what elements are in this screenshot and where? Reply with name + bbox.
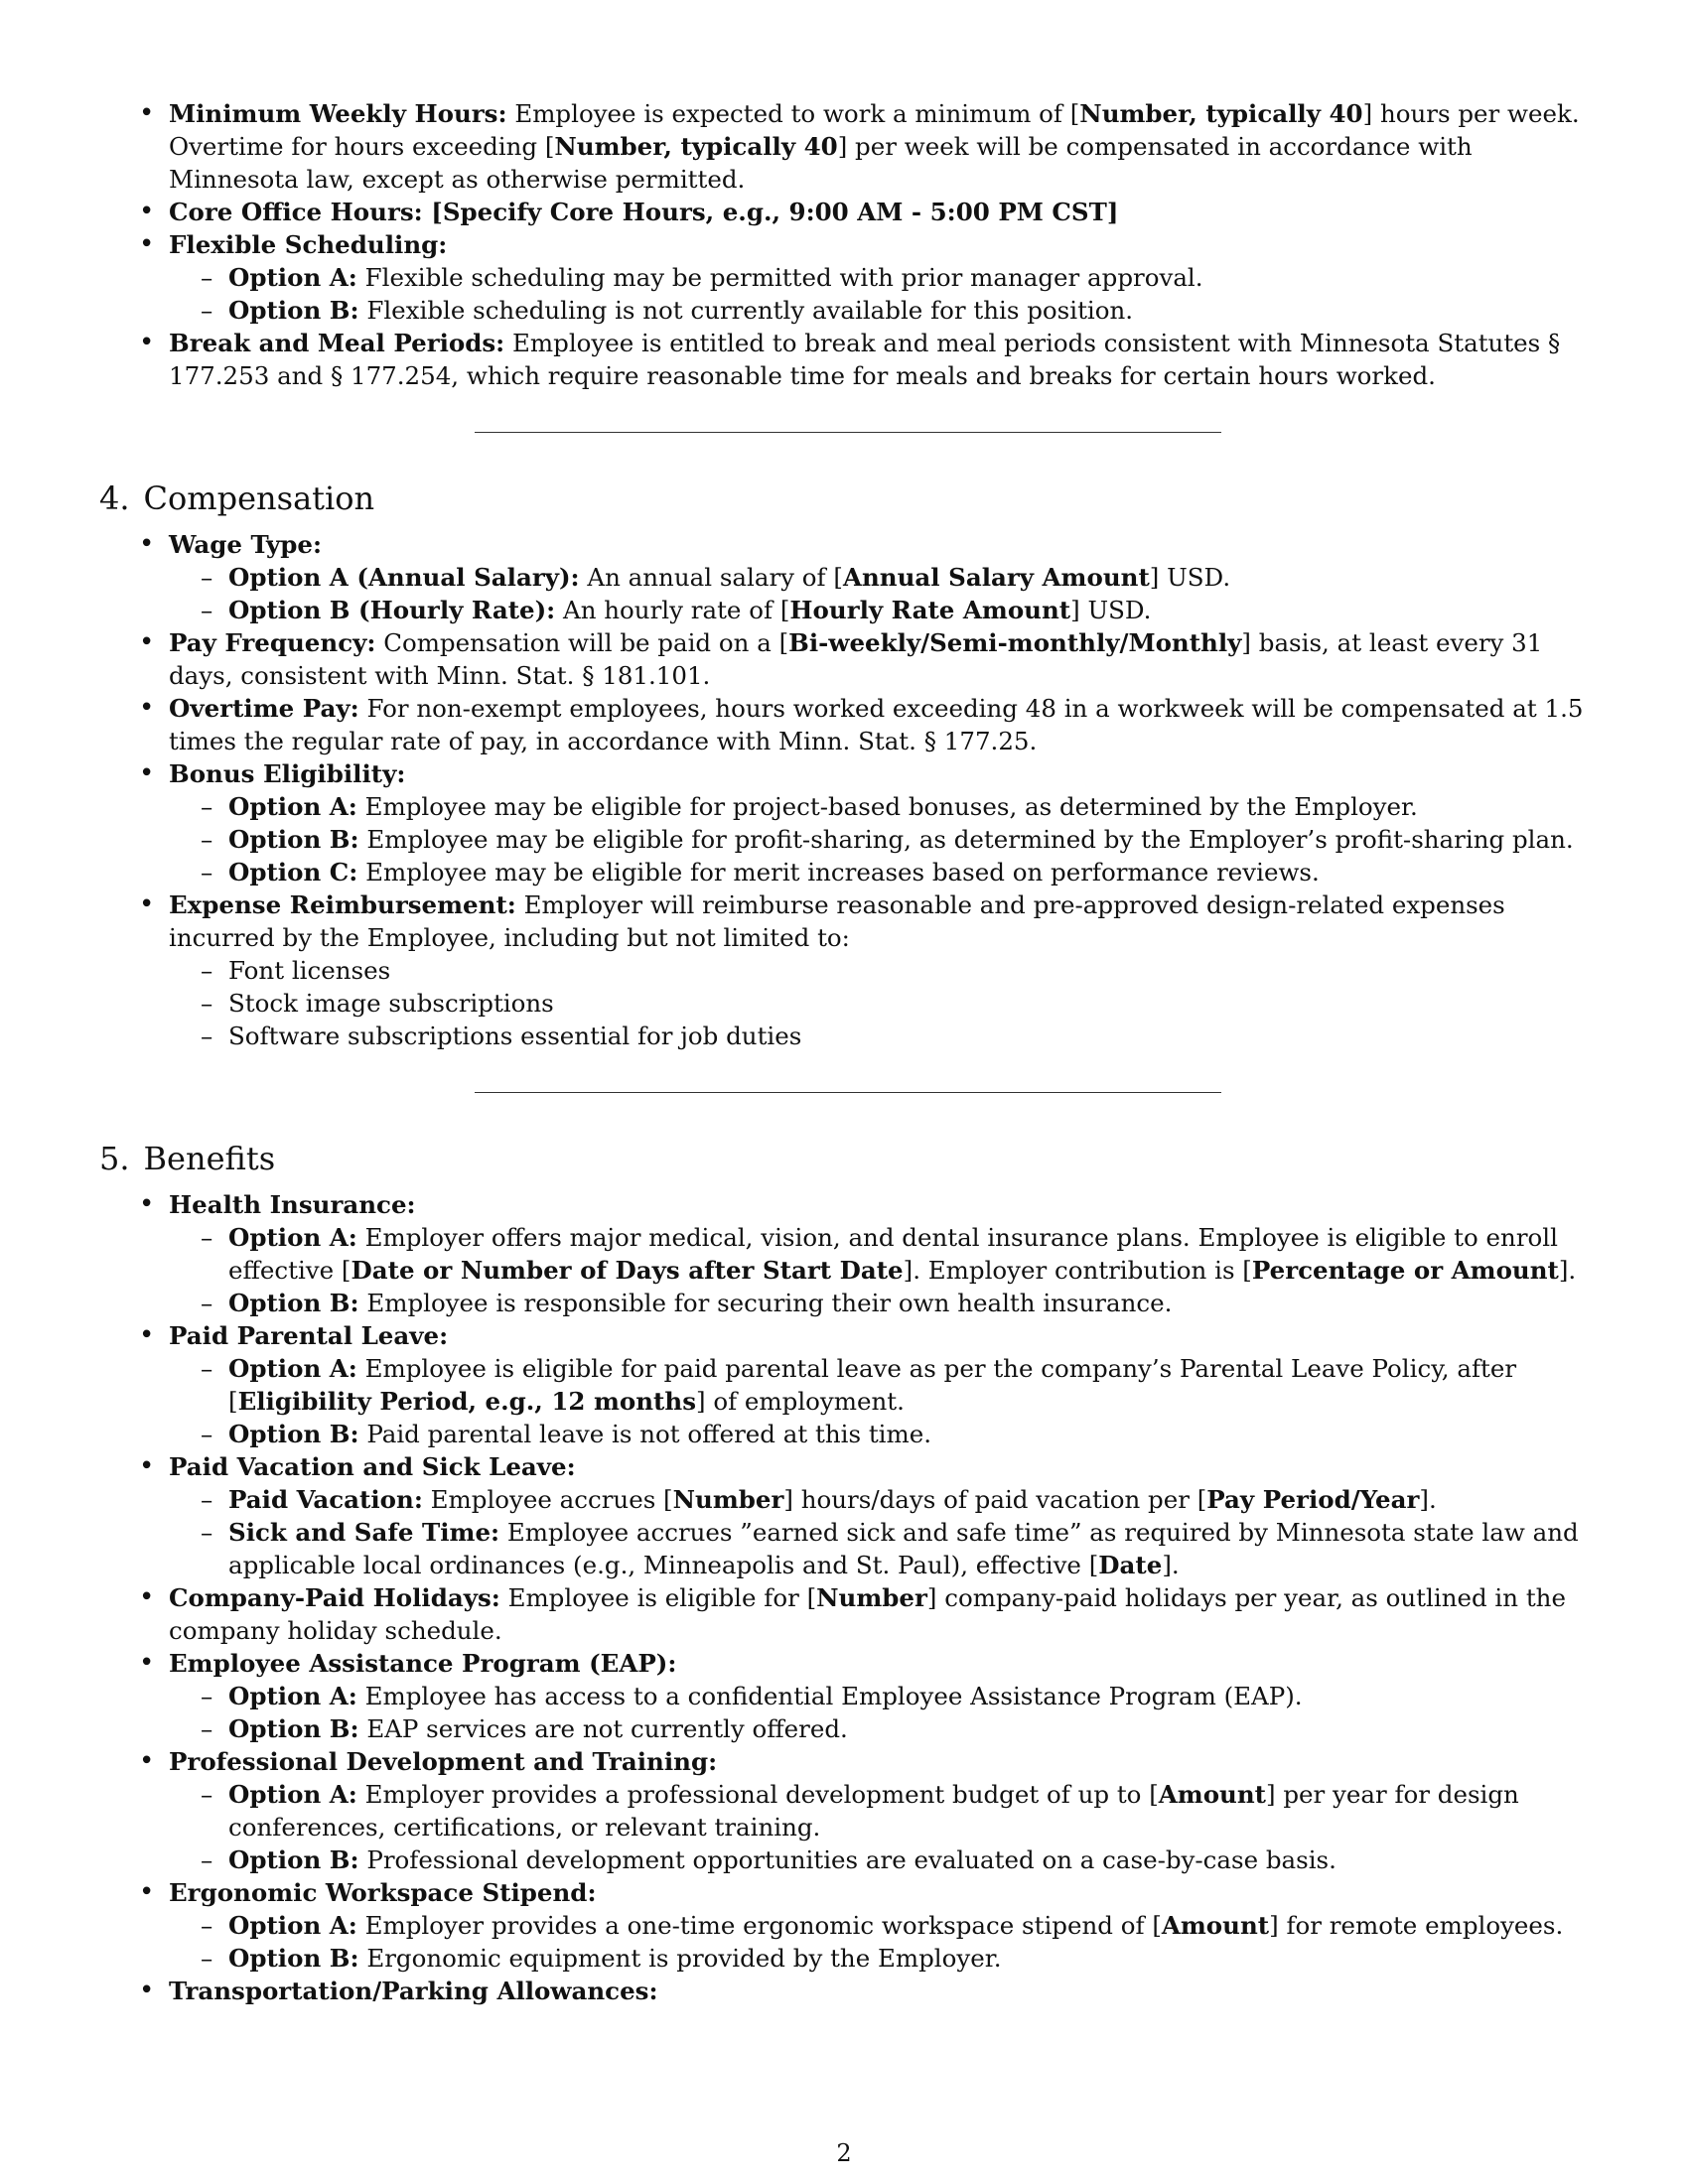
- placeholder-field: Hourly Rate Amount: [789, 596, 1071, 624]
- item-text: ] hours per week. Overtime for hours exceeding [: [169, 99, 1580, 161]
- schedule-list: [99, 97, 1589, 392]
- paid-vacation-sick-leave-item: [99, 1450, 1589, 1581]
- option-list: [169, 1909, 1589, 1975]
- option-text: ]. Employer contribution is [: [903, 1256, 1252, 1285]
- option-item: [169, 1418, 1589, 1450]
- bonus-eligibility-item: [99, 757, 1589, 888]
- option-text: ] per year for design conferences, certifications, or relevant training.: [228, 1780, 1519, 1842]
- option-text: Employee is responsible for securing their own health insurance.: [358, 1289, 1173, 1317]
- option-text: ].: [1558, 1256, 1577, 1285]
- item-label: Paid Parental Leave:: [169, 1321, 449, 1350]
- option-text: Paid parental leave is not offered at this time.: [358, 1420, 932, 1448]
- option-label: Sick and Safe Time:: [228, 1518, 500, 1547]
- option-label: Option B:: [228, 1944, 359, 1973]
- placeholder-field: Number, typically 40: [1079, 99, 1363, 128]
- break-meal-periods-item: [99, 327, 1589, 392]
- option-label: Option A:: [228, 1223, 357, 1252]
- option-label: Option A:: [228, 1354, 357, 1383]
- option-label: Option B:: [228, 1289, 359, 1317]
- core-office-hours-item: [99, 196, 1589, 228]
- item-label: Health Insurance:: [169, 1190, 416, 1219]
- option-label: Option B:: [228, 1845, 359, 1874]
- item-label: Company-Paid Holidays:: [169, 1583, 500, 1612]
- item-label: Wage Type:: [169, 530, 323, 559]
- section-heading-benefits: [99, 1139, 1589, 1178]
- paid-parental-leave-item: [99, 1319, 1589, 1450]
- option-text: An hourly rate of [: [555, 596, 790, 624]
- item-label: Core Office Hours:: [169, 198, 423, 226]
- placeholder-field: Date or Number of Days after Start Date: [351, 1256, 904, 1285]
- placeholder-field: Percentage or Amount: [1251, 1256, 1559, 1285]
- option-label: Option A:: [228, 792, 357, 821]
- item-label: Ergonomic Workspace Stipend:: [169, 1878, 597, 1907]
- item-text: Employee is expected to work a minimum of [: [506, 99, 1080, 128]
- item-label: Transportation/Parking Allowances:: [169, 1977, 658, 2005]
- option-text: Employee has access to a confidential Employee Assistance Program (EAP).: [356, 1682, 1303, 1710]
- option-label: Option A:: [228, 1911, 357, 1940]
- section-title: Compensation: [143, 479, 375, 517]
- section-number: 4.: [99, 479, 130, 517]
- option-text: Flexible scheduling is not currently available for this position.: [358, 296, 1134, 325]
- page-number: 2: [836, 2139, 852, 2167]
- option-text: ] of employment.: [695, 1387, 905, 1416]
- option-text: ].: [1419, 1485, 1437, 1514]
- option-list: [169, 261, 1589, 327]
- option-text: Employer provides a one-time ergonomic workspace stipend of [: [356, 1911, 1162, 1940]
- option-label: Option C:: [228, 858, 358, 887]
- option-item: [169, 1287, 1589, 1319]
- option-text: Employee accrues ”earned sick and safe time” as required by Minnesota state law and applicable local ordinances (e.g., Minneapolis and St. Paul), effective [: [228, 1518, 1579, 1579]
- expense-item: – Font licenses: [169, 954, 1589, 987]
- option-text: Employee is eligible for paid parental leave as per the company’s Parental Leave Policy, after [: [228, 1354, 1517, 1416]
- item-text: Employee is eligible for [: [499, 1583, 817, 1612]
- placeholder-field: Number: [816, 1583, 927, 1612]
- option-item: [169, 790, 1589, 823]
- option-list: [169, 790, 1589, 888]
- option-list: [169, 1483, 1589, 1581]
- option-text: Employee may be eligible for merit increases based on performance reviews.: [357, 858, 1320, 887]
- option-item: [169, 1680, 1589, 1712]
- placeholder-field: [Specify Core Hours, e.g., 9:00 AM - 5:00 PM CST]: [422, 198, 1119, 226]
- option-list: [169, 1680, 1589, 1745]
- option-label: Option B:: [228, 296, 359, 325]
- section-number: 5.: [99, 1140, 130, 1177]
- item-label: Flexible Scheduling:: [169, 230, 448, 259]
- item-label: Overtime Pay:: [169, 694, 359, 723]
- company-paid-holidays-item: [99, 1581, 1589, 1647]
- option-text: Employee accrues [: [422, 1485, 673, 1514]
- overtime-pay-item: [99, 692, 1589, 757]
- option-item: [169, 1909, 1589, 1942]
- option-text: Employer offers major medical, vision, and dental insurance plans. Employee is eligible to enroll effective [: [228, 1223, 1558, 1285]
- placeholder-field: Number, typically 40: [554, 132, 838, 161]
- item-label: Pay Frequency:: [169, 628, 376, 657]
- minimum-weekly-hours-item: [99, 97, 1589, 196]
- item-label: Paid Vacation and Sick Leave:: [169, 1452, 576, 1481]
- option-label: Option B:: [228, 1420, 359, 1448]
- item-text: For non-exempt employees, hours worked exceeding 48 in a workweek will be compensated at 1.5 times the regular rate of pay, in accordance with Minn. Stat. § 177.25.: [169, 694, 1584, 755]
- option-item: [169, 594, 1589, 626]
- placeholder-field: Number: [672, 1485, 784, 1514]
- option-label: Option A:: [228, 263, 357, 292]
- option-text: Employee may be eligible for project-based bonuses, as determined by the Employer.: [356, 792, 1418, 821]
- professional-development-item: [99, 1745, 1589, 1876]
- benefits-list: [99, 1188, 1589, 2007]
- option-item: [169, 823, 1589, 856]
- option-item: [169, 294, 1589, 327]
- option-item: [169, 1352, 1589, 1418]
- option-item: [169, 1843, 1589, 1876]
- option-list: [169, 1778, 1589, 1876]
- page-content: [99, 97, 1589, 2007]
- eap-item: [99, 1647, 1589, 1745]
- option-text: Ergonomic equipment is provided by the Employer.: [358, 1944, 1002, 1973]
- placeholder-field: Date: [1098, 1551, 1163, 1579]
- section-divider: [475, 432, 1221, 433]
- compensation-list: [99, 528, 1589, 1052]
- option-item: [169, 561, 1589, 594]
- option-item: [169, 1942, 1589, 1975]
- placeholder-field: Annual Salary Amount: [842, 563, 1150, 592]
- option-list: [169, 1352, 1589, 1450]
- item-text: ] company-paid holidays per year, as outlined in the company holiday schedule.: [169, 1583, 1566, 1645]
- option-list: [169, 561, 1589, 626]
- option-text: Employer provides a professional development budget of up to [: [356, 1780, 1159, 1809]
- option-item: [169, 1221, 1589, 1287]
- section-divider: [475, 1092, 1221, 1093]
- item-text: ] basis, at least every 31 days, consistent with Minn. Stat. § 181.101.: [169, 628, 1543, 690]
- option-label: Option A (Annual Salary):: [228, 563, 580, 592]
- placeholder-field: Bi-weekly/Semi-monthly/Monthly: [788, 628, 1242, 657]
- option-label: Option B (Hourly Rate):: [228, 596, 556, 624]
- option-text: ] hours/days of paid vacation per [: [783, 1485, 1207, 1514]
- item-label: Minimum Weekly Hours:: [169, 99, 507, 128]
- flexible-scheduling-item: [99, 228, 1589, 327]
- option-list: [169, 1221, 1589, 1319]
- expense-list: [169, 954, 1589, 1052]
- option-text: ].: [1162, 1551, 1180, 1579]
- option-text: An annual salary of [: [579, 563, 843, 592]
- option-label: Paid Vacation:: [228, 1485, 423, 1514]
- item-text: Employer will reimburse reasonable and pre-approved design-related expenses incurred by the Employee, including but not limited to:: [169, 890, 1505, 952]
- item-label: Expense Reimbursement:: [169, 890, 516, 919]
- section-title: Benefits: [143, 1140, 276, 1177]
- option-label: Option A:: [228, 1780, 357, 1809]
- option-label: Option B:: [228, 1714, 359, 1743]
- placeholder-field: Amount: [1161, 1911, 1270, 1940]
- option-text: Flexible scheduling may be permitted with prior manager approval.: [356, 263, 1203, 292]
- pay-frequency-item: [99, 626, 1589, 692]
- section-heading-compensation: [99, 478, 1589, 518]
- placeholder-field: Eligibility Period, e.g., 12 months: [237, 1387, 696, 1416]
- expense-item: – Software subscriptions essential for job duties: [169, 1020, 1589, 1052]
- ergonomic-stipend-item: [99, 1876, 1589, 1975]
- item-label: Professional Development and Training:: [169, 1747, 718, 1776]
- option-item: [169, 1483, 1589, 1516]
- option-item: [169, 1778, 1589, 1843]
- health-insurance-item: [99, 1188, 1589, 1319]
- expense-reimbursement-item: [99, 888, 1589, 1052]
- transportation-allowances-item: [99, 1975, 1589, 2007]
- item-label: Break and Meal Periods:: [169, 329, 505, 357]
- option-text: Professional development opportunities are evaluated on a case-by-case basis.: [358, 1845, 1336, 1874]
- placeholder-field: Pay Period/Year: [1206, 1485, 1420, 1514]
- option-item: [169, 261, 1589, 294]
- item-label: Bonus Eligibility:: [169, 759, 406, 788]
- option-text: ] USD.: [1070, 596, 1152, 624]
- option-label: Option A:: [228, 1682, 357, 1710]
- option-label: Option B:: [228, 825, 359, 854]
- option-item: [169, 856, 1589, 888]
- option-item: [169, 1712, 1589, 1745]
- option-text: ] for remote employees.: [1269, 1911, 1564, 1940]
- option-text: ] USD.: [1149, 563, 1231, 592]
- option-text: Employee may be eligible for profit-sharing, as determined by the Employer’s profit-sharing plan.: [358, 825, 1574, 854]
- placeholder-field: Amount: [1158, 1780, 1266, 1809]
- item-text: ] per week will be compensated in accordance with Minnesota law, except as otherwise permitted.: [169, 132, 1473, 194]
- expense-item: – Stock image subscriptions: [169, 987, 1589, 1020]
- item-text: Employee is entitled to break and meal periods consistent with Minnesota Statutes § 177.253 and § 177.254, which require reasonable time for meals and breaks for certain hours worked.: [169, 329, 1561, 390]
- item-label: Employee Assistance Program (EAP):: [169, 1649, 677, 1678]
- option-item: [169, 1516, 1589, 1581]
- wage-type-item: [99, 528, 1589, 626]
- item-text: Compensation will be paid on a [: [375, 628, 789, 657]
- option-text: EAP services are not currently offered.: [358, 1714, 848, 1743]
